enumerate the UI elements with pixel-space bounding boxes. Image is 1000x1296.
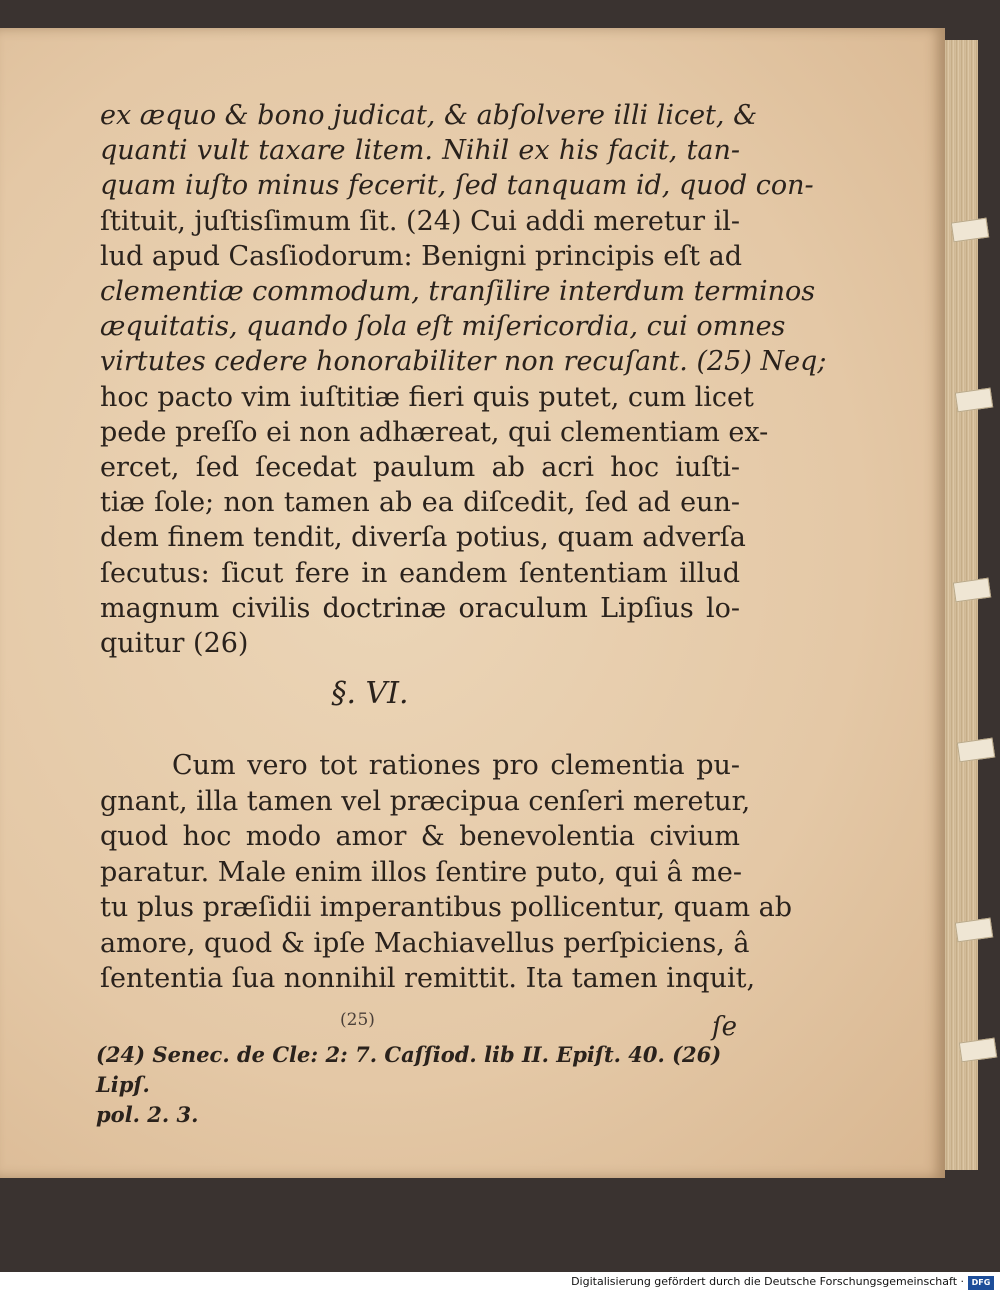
text-line: quod hoc modo amor & benevolentia civium [100,821,740,852]
second-paragraph [100,748,793,997]
text-line: Cum vero tot rationes pro clementia pu- [172,750,740,781]
text-line: magnum civilis doctrinæ oraculum Lipſius lo- [100,592,740,624]
text-line: amore, quod & ipſe Machiavellus perſpiciens, â [100,927,750,959]
catchword: ſe [712,1012,738,1042]
footnotes [96,1040,746,1130]
paper-tab [955,918,993,943]
text-line: ſtituit, juſtisſimum ſit. (24) Cui addi meretur il- [100,205,740,237]
text-line: ſententia ſua nonnihil remittit. Ita tamen inquit, [100,963,756,994]
main-paragraph [100,98,827,661]
text-line: gnant, illa tamen vel præcipua cenſeri meretur, [100,785,751,817]
text-line: tiæ ſole; non tamen ab ea diſcedit, ſed ad eun- [100,487,740,519]
dfg-logo-icon: DFG [968,1276,994,1290]
paper-tab [957,738,995,763]
text-line: pede preſſo ei non adhæreat, qui clementiam ex- [100,416,769,448]
text-line: hoc pacto vim iuſtitiæ fieri quis putet, cum licet [100,381,754,413]
text-line: ſecutus: ſicut fere in eandem ſententiam illud [100,557,740,589]
paper-tab [955,388,993,413]
text-line: æquitatis, quando ſola eſt miſericordia, cui omnes [100,311,786,343]
digitization-credit: Digitalisierung gefördert durch die Deutsche Forschungsgemeinschaft · [571,1275,964,1288]
text-line: ex æquo & bono judicat, & abſolvere illi licet, & [100,100,758,131]
paper-tab [959,1038,997,1063]
text-line: virtutes cedere honorabiliter non recuſant. (25) Neq; [100,346,827,378]
text-line: paratur. Male enim illos ſentire puto, qui â me- [100,856,742,888]
footnote-line: (24) Senec. de Cle: 2: 7. Caſſiod. lib II. Epiſt. 40. (26) Lipſ. [96,1042,722,1097]
section-heading: §. VI. [331,676,409,711]
text-line: quanti vult taxare litem. Nihil ex his facit, tan- [100,135,740,167]
text-line: quam iuſto minus fecerit, ſed tanquam id, quod con- [100,170,814,202]
text-line: tu plus præſidii imperantibus pollicentur, quam ab [100,892,793,923]
text-line: quitur (26) [100,628,249,660]
text-line: ercet, ſed ſecedat paulum ab acri hoc iuſti- [100,452,740,484]
footnote-line: pol. 2. 3. [96,1102,199,1127]
paper-tab [951,218,989,243]
pencil-annotation: (25) [340,1010,375,1030]
text-line: dem finem tendit, diverſa potius, quam adverſa [100,522,746,554]
text-line: lud apud Casſiodorum: Benigni principis eſt ad [100,240,742,272]
page-tabs [952,60,992,1160]
paper-tab [953,578,991,603]
text-line: clementiæ commodum, tranſilire interdum terminos [100,276,816,308]
